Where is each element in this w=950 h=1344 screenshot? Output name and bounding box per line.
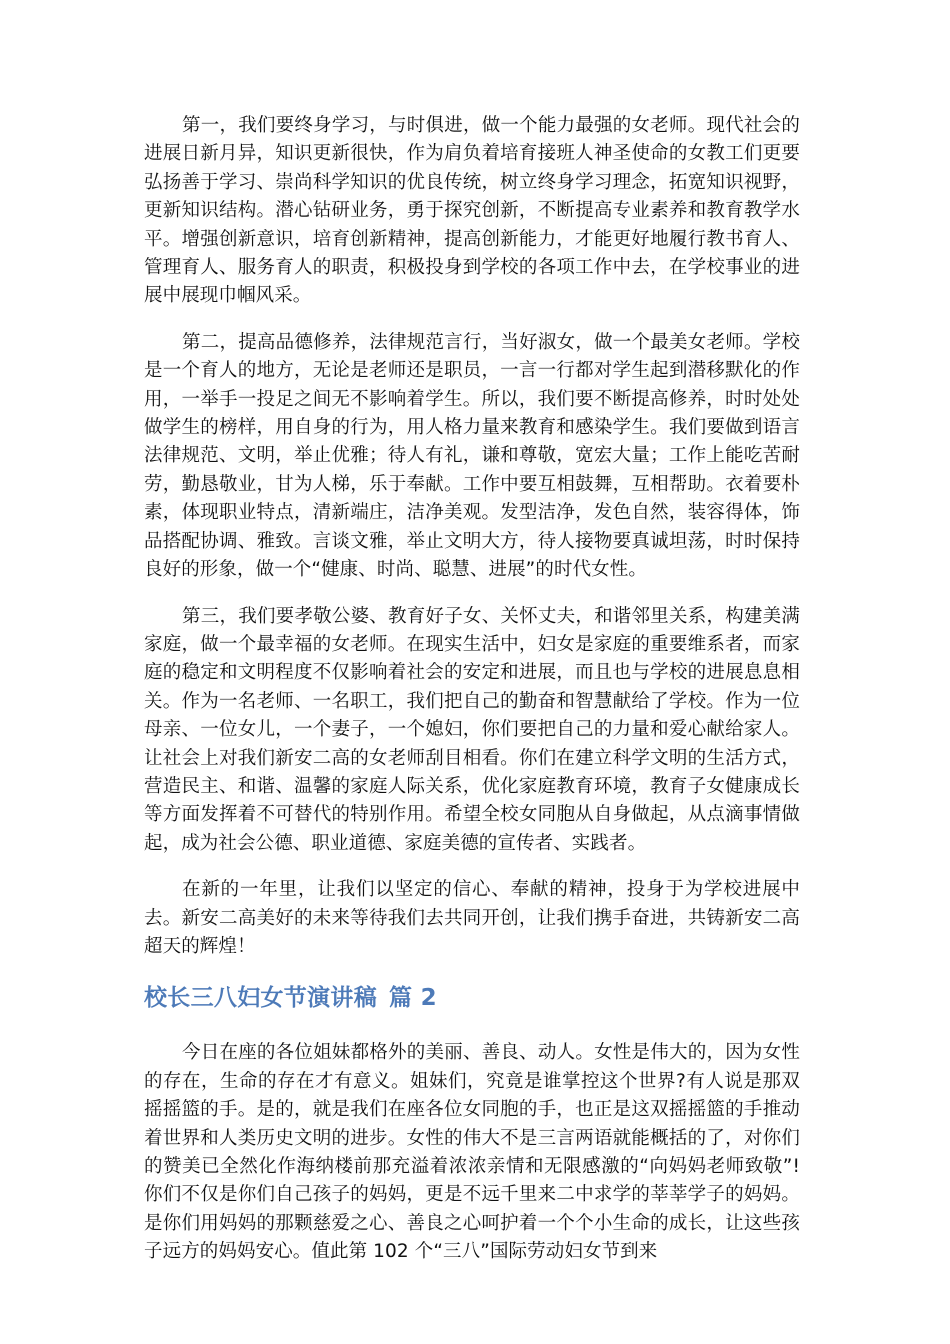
document-page [144,112,800,1267]
paragraph-2: 第二，提高品德修养，法律规范言行，当好淑女，做一个最美女老师。学校是一个育人的地方，无论是老师还是职员，一言一行都对学生起到潜移默化的作用，一举手一投足之间无不影响着学生。所以，我们要不断提高修养，时时处处做学生的榜样，用自身的行为，用人格力量来教育和感染学生。我们要做到语言法律规范、文明，举止优雅；待人有礼，谦和尊敬，宽宏大量；工作上能吃苦耐劳，勤恳敬业，甘为人梯，乐于奉献。工作中要互相鼓舞，互相帮助。衣着要朴素，体现职业特点，清新端庄，洁净美观。发型洁净，发色自然，装容得体，饰品搭配协调、雅致。言谈文雅，举止文明大方，待人接物要真诚坦荡，时时保持良好的形象，做一个“健康、时尚、聪慧、进展”的时代女性。 [144,331,800,581]
paragraph-4: 在新的一年里，让我们以坚定的信心、奉献的精神，投身于为学校进展中去。新安二高美好的未来等待我们去共同开创，让我们携手奋进，共铸新安二高超天的辉煌！ [144,879,800,957]
section-heading-number: 篇 2 [389,985,437,1012]
paragraph-gap [144,311,800,329]
section-heading [144,961,800,1039]
section-heading-title: 校长三八妇女节演讲稿 [144,985,377,1012]
paragraph-1: 第一，我们要终身学习，与时俱进，做一个能力最强的女老师。现代社会的进展日新月异，知识更新很快，作为肩负着培育接班人神圣使命的女教工们更要弘扬善于学习、崇尚科学知识的优良传统，树立终身学习理念，拓宽知识视野，更新知识结构。潜心钻研业务，勇于探究创新，不断提高专业素养和教育教学水平。增强创新意识，培育创新精神，提高创新能力，才能更好地履行教书育人、管理育人、服务育人的职责，积极投身到学校的各项工作中去，在学校事业的进展中展现巾帼风采。 [144,115,800,307]
paragraph-3: 第三，我们要孝敬公婆、教育好子女、关怀丈夫，和谐邻里关系，构建美满家庭，做一个最幸福的女老师。在现实生活中，妇女是家庭的重要维系者，而家庭的稳定和文明程度不仅影响着社会的安定和进展，而且也与学校的进展息息相关。作为一名老师、一名职工，我们把自己的勤奋和智慧献给了学校。作为一位母亲、一位女儿，一个妻子，一个媳妇，你们要把自己的力量和爱心献给家人。让社会上对我们新安二高的女老师刮目相看。你们在建立科学文明的生活方式，营造民主、和谐、温馨的家庭人际关系，优化家庭教育环境，教育子女健康成长等方面发挥着不可替代的特别作用。希望全校女同胞从自身做起，从点滴事情做起，成为社会公德、职业道德、家庭美德的宣传者、实践者。 [144,605,800,854]
paragraph-gap [144,858,800,876]
paragraph-5: 今日在座的各位姐妹都格外的美丽、善良、动人。女性是伟大的，因为女性的存在，生命的存在才有意义。姐妹们，究竟是谁掌控这个世界?有人说是那双摇摇篮的手。是的，就是我们在座各位女同胞的手，也正是这双摇摇篮的手推动着世界和人类历史文明的进步。女性的伟大不是三言两语就能概括的了，对你们的赞美已全然化作海纳楼前那充溢着浓浓亲情和无限感激的“向妈妈老师致敬”!你们不仅是你们自己孩子的妈妈，更是不远千里来二中求学的莘莘学子的妈妈。是你们用妈妈的那颗慈爱之心、善良之心呵护着一个个小生命的成长，让这些孩子远方的妈妈安心。值此第 102 个“三八”国际劳动妇女节到来 [144,1042,800,1263]
paragraph-gap [144,585,800,603]
